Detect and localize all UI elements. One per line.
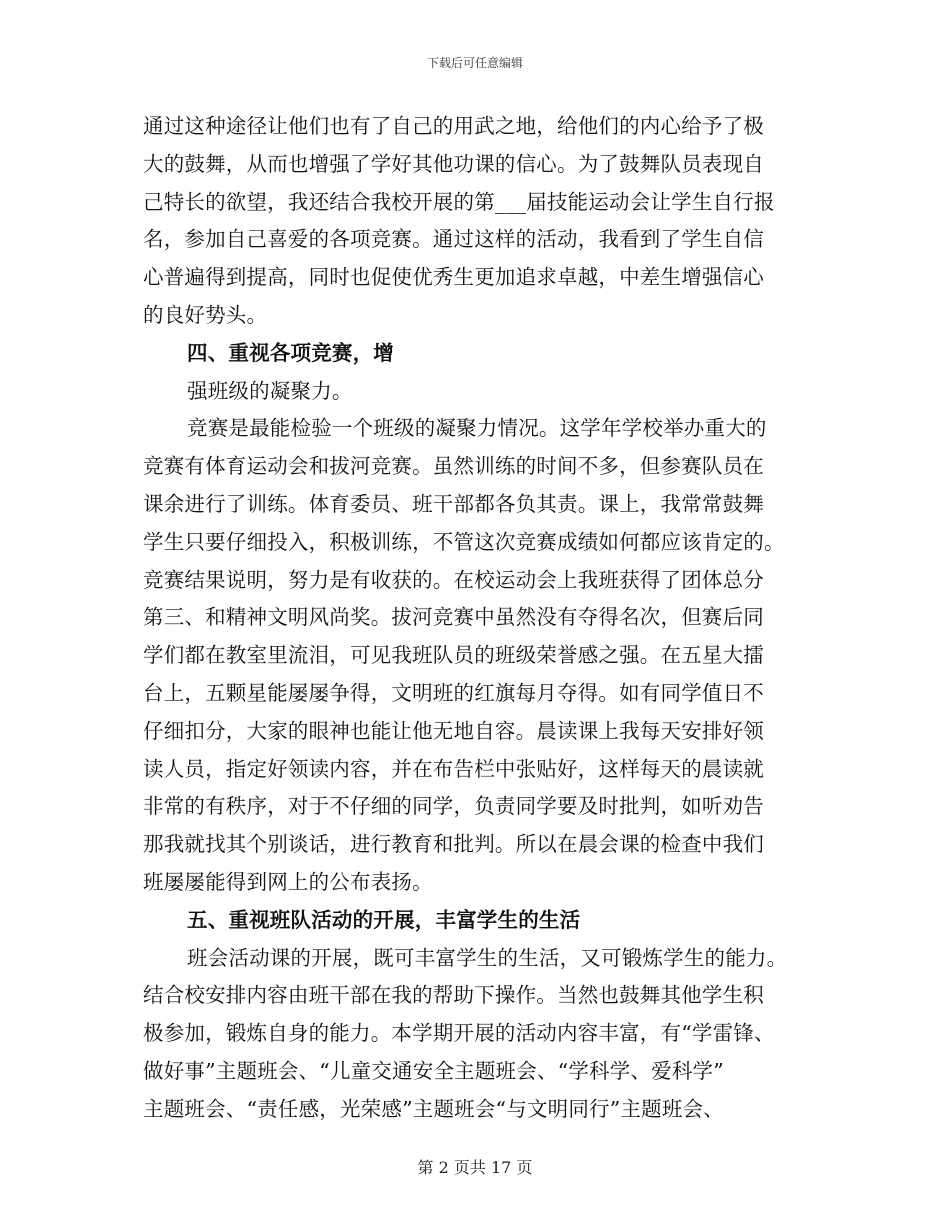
text-line: 学生只要仔细投入，积极训练，不管这次竞赛成绩如何都应该肯定的。 [143,529,785,554]
text-line: 竞赛有体育运动会和拔河竞赛。虽然训练的时间不多，但参赛队员在 [143,454,764,479]
section-heading: 五、重视班队活动的开展，丰富学生的生活 [187,907,581,932]
text-line: 名，参加自己喜爱的各项竞赛。通过这样的活动，我看到了学生自信 [143,227,764,252]
text-line: 大的鼓舞，从而也增强了学好其他功课的信心。为了鼓舞队员表现自 [143,151,764,176]
text-line: 读人员，指定好领读内容，并在布告栏中张贴好，这样每天的晨读就 [143,756,764,781]
page-number: 第 2 页共 17 页 [417,1158,533,1177]
text-line: 学们都在教室里流泪，可见我班队员的班级荣誉感之强。在五星大擂 [143,643,764,668]
text-line: 仔细扣分，大家的眼神也能让他无地自容。晨读课上我每天安排好领 [143,718,764,743]
text-line: 课余进行了训练。体育委员、班干部都各负其责。课上，我常常鼓舞 [143,491,764,516]
text-line: 做好事”主题班会、“儿童交通安全主题班会、“学科学、爱科学” [143,1058,724,1083]
text-line: 台上，五颗星能屡屡争得，文明班的红旗每月夺得。如有同学值日不 [143,680,764,705]
text-line: 极参加，锻炼自身的能力。本学期开展的活动内容丰富，有“学雷锋、 [143,1021,775,1046]
text-line: 竞赛结果说明，努力是有收获的。在校运动会上我班获得了团体总分 [143,567,764,592]
text-line: 主题班会、“责任感，光荣感”主题班会“与文明同行”主题班会、 [143,1096,724,1121]
text-line: 的良好势头。 [143,302,268,327]
page-header: 下载后可任意编辑 [426,56,523,70]
text-line: 班屡屡能得到网上的公布表扬。 [143,869,433,894]
document-body [143,108,807,1129]
text-line: 非常的有秩序，对于不仔细的同学，负责同学要及时批判，如听劝告 [143,794,764,819]
text-line: 第三、和精神文明风尚奖。拔河竞赛中虽然没有夺得名次，但赛后同 [143,605,764,630]
text-line: 强班级的凝聚力。 [187,378,353,403]
text-line: 班会活动课的开展，既可丰富学生的生活，又可锻炼学生的能力。 [187,945,788,970]
text-line: 那我就找其个别谈话，进行教育和批判。所以在晨会课的检查中我们 [143,832,764,857]
text-line: 己特长的欲望，我还结合我校开展的第___届技能运动会让学生自行报 [143,189,775,214]
text-line: 心普遍得到提高，同时也促使优秀生更加追求卓越，中差生增强信心 [143,265,764,290]
text-line: 结合校安排内容由班干部在我的帮助下操作。当然也鼓舞其他学生积 [143,983,764,1008]
section-heading: 四、重视各项竞赛，增 [187,340,394,365]
text-line: 通过这种途径让他们也有了自己的用武之地，给他们的内心给予了极 [143,114,764,138]
text-line: 竞赛是最能检验一个班级的凝聚力情况。这学年学校举办重大的 [187,416,767,441]
